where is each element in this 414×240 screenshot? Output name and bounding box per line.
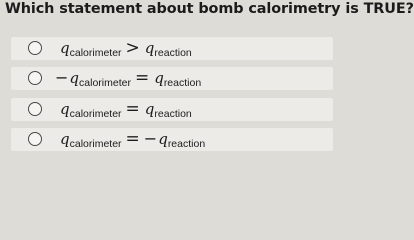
option-3-lhs-var: q	[60, 100, 70, 118]
radio-button-4[interactable]	[28, 132, 42, 146]
option-4-lhs-var: q	[60, 130, 70, 148]
option-1-rhs-var: q	[144, 39, 155, 57]
option-3-rhs-var: q	[144, 100, 155, 118]
option-2-rhs-sub: reaction	[163, 77, 202, 89]
option-2-rhs-var: q	[154, 69, 164, 87]
option-3-expression	[59, 99, 192, 124]
option-3-operator: =	[125, 99, 140, 119]
option-1-rhs-sub: reaction	[154, 47, 192, 59]
option-4-expression	[59, 129, 205, 154]
radio-button-2[interactable]	[28, 71, 42, 85]
option-2-expression	[55, 68, 201, 93]
option-3-lhs-sub: calorimeter	[69, 108, 122, 120]
option-4-lhs-sub: calorimeter	[69, 138, 122, 150]
option-1-lhs-sub: calorimeter	[69, 47, 122, 59]
option-4-operator: =	[125, 129, 140, 149]
option-1-lhs-var: q	[60, 39, 70, 57]
radio-button-1[interactable]	[28, 41, 42, 55]
option-3-rhs-sub: reaction	[154, 108, 192, 120]
option-2-lhs-var: q	[69, 69, 80, 87]
answer-option-2[interactable]	[11, 67, 333, 90]
answer-option-4[interactable]	[11, 128, 333, 151]
option-2-lhs-sub: calorimeter	[79, 77, 131, 89]
answer-option-1[interactable]	[11, 37, 333, 60]
question-text: Which statement about bomb calorimetry is TRUE?	[5, 1, 414, 17]
answer-option-3[interactable]	[11, 98, 333, 121]
radio-button-3[interactable]	[28, 102, 42, 116]
option-1-expression	[59, 38, 192, 63]
option-2-operator: =	[134, 68, 150, 88]
option-4-rhs-sub: reaction	[167, 138, 206, 150]
option-4-rhs-sign: −	[143, 129, 158, 148]
option-1-operator: >	[125, 38, 140, 58]
option-2-lhs-sign: −	[55, 68, 69, 87]
option-4-rhs-var: q	[158, 130, 168, 148]
